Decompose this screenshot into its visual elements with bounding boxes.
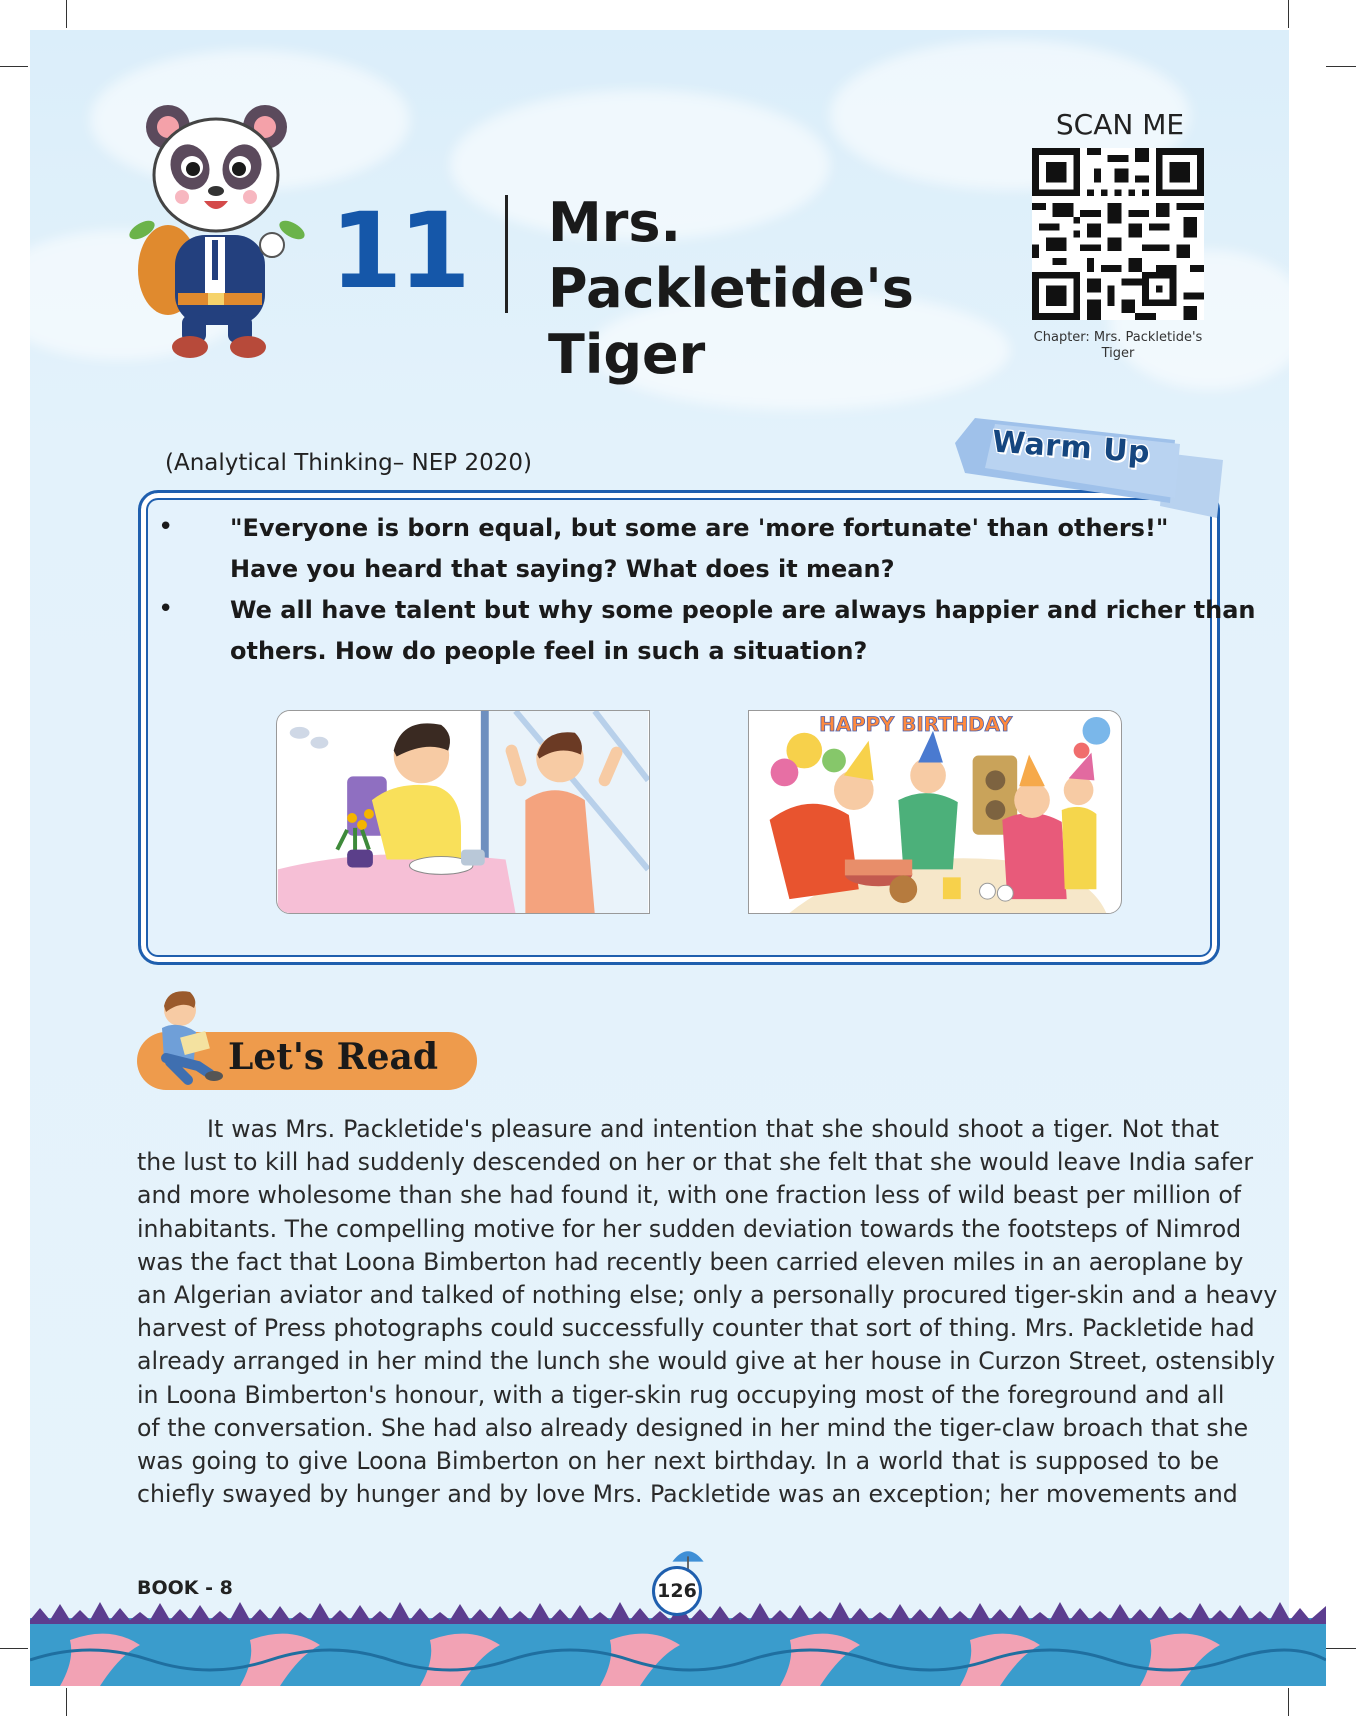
story-line: inhabitants. The compelling motive for her sudden deviation towards the footsteps of Nimrod (137, 1214, 1242, 1243)
story-line: was the fact that Loona Bimberton had recently been carried eleven miles in an aeroplane by (137, 1247, 1244, 1276)
question-2-line1: We all have talent but why some people are always happier and richer than (230, 596, 1256, 624)
chapter-title-line2: Tiger (548, 323, 706, 386)
story-line: in Loona Bimberton's honour, with a tiger-skin rug occupying most of the foreground and all (137, 1380, 1225, 1409)
qr-caption (1020, 330, 1216, 362)
crop-mark (1326, 1648, 1356, 1649)
warm-up-tag: Warm Up (990, 424, 1152, 471)
page-number: 126 (652, 1566, 702, 1616)
crop-mark (1326, 66, 1356, 67)
story-line: It was Mrs. Packletide's pleasure and intention that she should shoot a tiger. Not that (207, 1115, 1219, 1143)
qr-code[interactable] (1032, 148, 1204, 320)
crop-mark (1288, 1688, 1289, 1716)
crop-mark (66, 1688, 67, 1716)
qr-caption-line1: Chapter: Mrs. Packletide's (1033, 330, 1203, 345)
title-divider (505, 195, 508, 313)
bullet-point: • (158, 594, 174, 624)
question-1-line2: Have you heard that saying? What does it mean? (230, 555, 895, 583)
crop-mark (1288, 0, 1289, 28)
qr-caption-line2: Tiger (1101, 346, 1135, 361)
chapter-title-line1: Mrs. Packletide's (548, 191, 914, 320)
chapter-title (548, 190, 1028, 388)
chapter-number: 11 (330, 190, 467, 312)
scan-me-label: SCAN ME (1055, 108, 1185, 141)
story-line: was going to give Loona Bimberton on her next birthday. In a world that is supposed to be (137, 1447, 1219, 1476)
panda-mascot-illustration (120, 95, 310, 365)
story-line: already arranged in her mind the lunch she would give at her house in Curzon Street, ostensibly (137, 1347, 1276, 1376)
illustration-boy-eating (276, 710, 650, 914)
story-line: the lust to kill had suddenly descended on her or that she felt that she would leave India safer (137, 1148, 1254, 1177)
crop-mark (0, 66, 28, 67)
story-line: of the conversation. She had also already designed in her mind the tiger-claw broach that she (137, 1413, 1249, 1442)
question-1-line1: "Everyone is born equal, but some are 'more fortunate' than others!" (230, 514, 1169, 542)
birthday-banner-text: HAPPY BIRTHDAY (819, 712, 1013, 736)
story-line: and more wholesome than she had found it, with one fraction less of wild beast per million of (137, 1181, 1242, 1210)
story-paragraph (137, 1113, 1278, 1511)
lets-read-heading: Let's Read (228, 1036, 438, 1078)
illustration-birthday-party (748, 710, 1122, 914)
question-2-line2: others. How do people feel in such a situation? (230, 637, 868, 665)
warm-up-subtitle: (Analytical Thinking– NEP 2020) (165, 450, 532, 476)
bullet-point: • (158, 512, 174, 542)
book-label: BOOK - 8 (137, 1577, 233, 1599)
crop-mark (66, 0, 67, 28)
crop-mark (0, 1648, 28, 1649)
story-line: chiefly swayed by hunger and by love Mrs. Packletide was an exception; her movements and (137, 1480, 1238, 1509)
story-line: an Algerian aviator and talked of nothing else; only a personally procured tiger-skin and a heavy (137, 1281, 1278, 1310)
story-line: harvest of Press photographs could successfully counter that sort of thing. Mrs. Packletide had (137, 1314, 1255, 1343)
reading-boy-illustration (138, 988, 228, 1088)
